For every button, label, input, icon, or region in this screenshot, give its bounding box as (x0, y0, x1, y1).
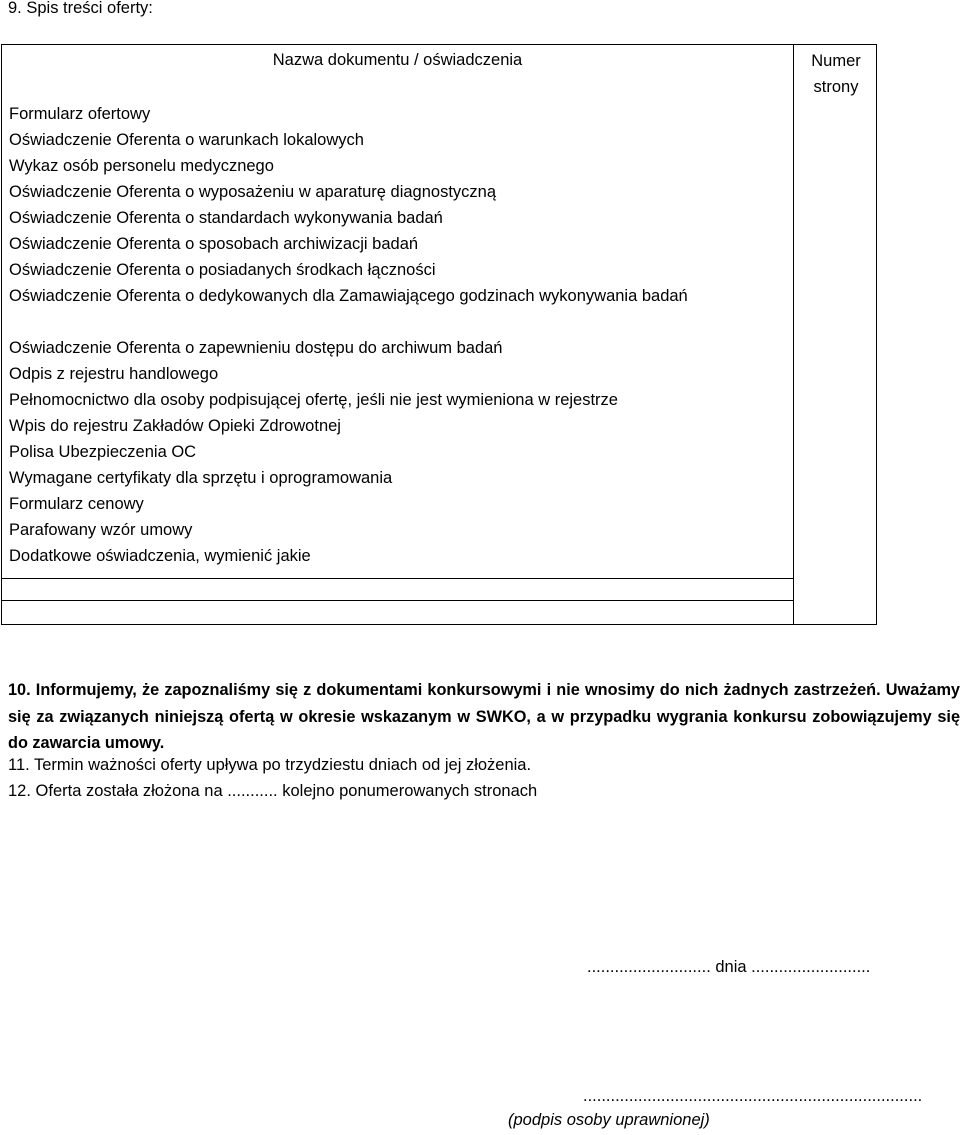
signature-label: (podpis osoby uprawnionej) (508, 1111, 710, 1129)
paragraph-11: 11. Termin ważności oferty upływa po trzydziestu dniach od jej złożenia. (8, 756, 532, 774)
list-item: Formularz ofertowy (9, 105, 151, 123)
list-item: Wymagane certyfikaty dla sprzętu i oprogramowania (9, 469, 393, 487)
column-header-page-number: Numer strony (811, 52, 861, 96)
list-item: Oświadczenie Oferenta o dedykowanych dla Zamawiającego godzinach wykonywania badań (9, 287, 688, 305)
list-item: Dodatkowe oświadczenia, wymienić jakie (9, 547, 311, 565)
paragraph-10: 10. Informujemy, że zapoznaliśmy się z dokumentami konkursowymi i nie wnosimy do nich żadnych zastrzeżeń. Uważamy się za związanych niniejszą ofertą w okresie wskazanym w SWKO, a w przypadku wygrania konkursu zobowiązujemy się do zawarcia umowy. (8, 681, 960, 752)
column-header-document-name: Nazwa dokumentu / oświadczenia (272, 51, 523, 69)
list-item: Oświadczenie Oferenta o posiadanych środkach łączności (9, 261, 436, 279)
list-item: Oświadczenie Oferenta o warunkach lokalowych (9, 131, 364, 149)
place-date-line: ........................... dnia .......................... (587, 958, 871, 976)
column-divider (793, 45, 794, 624)
list-item: Parafowany wzór umowy (9, 521, 193, 539)
list-item: Pełnomocnictwo dla osoby podpisującej ofertę, jeśli nie jest wymieniona w rejestrze (9, 391, 618, 409)
list-item: Formularz cenowy (9, 495, 144, 513)
document-list (9, 101, 749, 569)
list-item: Odpis z rejestru handlowego (9, 365, 219, 383)
list-item: Oświadczenie Oferenta o zapewnieniu dostępu do archiwum badań (9, 339, 503, 357)
row-line (2, 600, 793, 601)
list-item: Wpis do rejestru Zakładów Opieki Zdrowotnej (9, 417, 341, 435)
list-item: Oświadczenie Oferenta o wyposażeniu w aparaturę diagnostyczną (9, 183, 497, 201)
paragraph-12: 12. Oferta została złożona na ........... kolejno ponumerowanych stronach (8, 782, 538, 800)
list-item: Polisa Ubezpieczenia OC (9, 443, 197, 461)
table-of-contents (1, 44, 877, 625)
row-line (2, 578, 793, 579)
signature-line: .......................................................................... (583, 1087, 923, 1105)
list-item: Oświadczenie Oferenta o standardach wykonywania badań (9, 209, 443, 227)
list-item: Wykaz osób personelu medycznego (9, 157, 274, 175)
list-item: Oświadczenie Oferenta o sposobach archiwizacji badań (9, 235, 419, 253)
section-title: 9. Spis treści oferty: (8, 0, 153, 17)
